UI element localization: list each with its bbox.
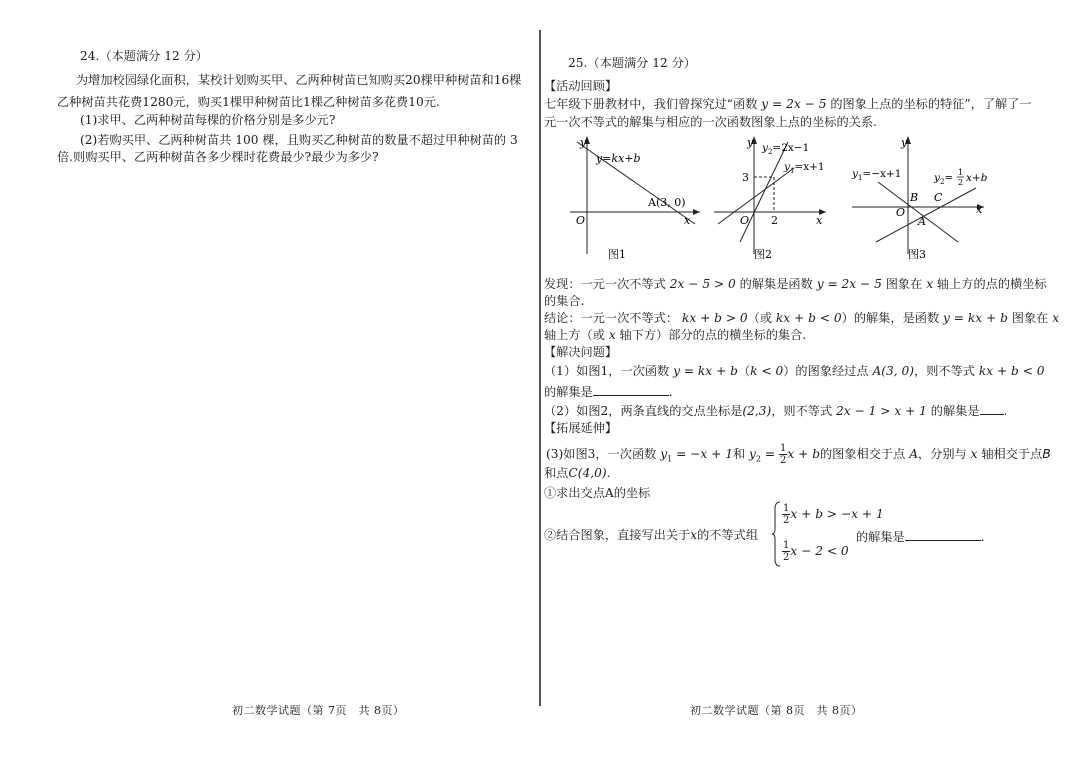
fig2-line-y1-label: $y_1=x+1$ <box>784 161 825 175</box>
q25-title: 25.（本题满分 12 分） <box>568 56 696 70</box>
system-answer-blank[interactable] <box>905 528 981 541</box>
fig3-line-y1-label: $y_1=-x+1$ <box>852 168 902 182</box>
fig1-origin-label: O <box>576 214 586 227</box>
fig2-line-y2 <box>740 142 788 242</box>
fig2-y-label: y <box>747 136 754 149</box>
system-ineq2: $\frac{1}{2}$ x − 2 < 0 <box>783 540 849 563</box>
fig3-line-y2-label: $y_2=$ <box>934 172 954 186</box>
subquestion2: ②结合图象，直接写出关于x的不等式组 <box>544 528 759 542</box>
review-line1: 七年级下册教材中，我们曾探究过“函数 y = 2x − 5 的图象上点的坐标的特征”，了解了一 <box>544 97 1032 111</box>
fig2-origin-label: O <box>740 214 750 227</box>
q24-intro-line2: 乙种树苗共花费1280元，购买1棵甲种树苗比1棵乙种树苗多花费10元. <box>57 95 440 109</box>
conclusion-line2: 轴上方（或 x 轴下方）部分的点的横坐标的集合. <box>544 328 807 342</box>
footer-right: 初二数学试题（第 8页 共 8页） <box>690 704 863 717</box>
problem3-line2: 和点C(4,0). <box>544 466 611 480</box>
review-line2: 元一次不等式的解集与相应的一次函数图象上点的坐标的关系. <box>544 115 877 129</box>
fig1-y-label: y <box>580 136 587 149</box>
q24-part2-line2: 倍.则购买甲、乙两种树苗各多少棵时花费最少?最少为多少? <box>57 150 379 164</box>
fig1-x-label: x <box>684 214 691 227</box>
subquestion2-answer: 的解集是 . <box>856 530 985 544</box>
page-divider <box>539 30 541 706</box>
fig2-ytick: 3 <box>742 171 749 184</box>
fig2-x-label: x <box>816 214 823 227</box>
footer-left: 初二数学试题（第 7页 共 8页） <box>232 704 405 717</box>
fig3-line-y2-eq: x+b <box>966 172 988 184</box>
q24-title: 24.（本题满分 12 分） <box>80 49 208 63</box>
problem1-line1: （1）如图1，一次函数 y = kx + b（k < 0）的图象经过点 A(3, 0)，则不等式 kx + b < 0 <box>544 364 1045 378</box>
fig3-x-label: x <box>976 203 983 216</box>
fig3-line-y2 <box>876 188 976 242</box>
fig3-origin-label: O <box>896 206 906 219</box>
finding-line2: 的集合. <box>544 294 585 308</box>
fig2-line-y1 <box>718 168 794 224</box>
fig3-point-B: B <box>910 191 919 204</box>
figure-2 <box>710 132 828 262</box>
review-heading: 【活动回顾】 <box>544 79 618 93</box>
extension-heading: 【拓展延伸】 <box>544 421 618 435</box>
p3-fraction: $\frac{1}{2}$ <box>779 443 787 466</box>
problem2: （2）如图2，两条直线的交点坐标是(2,3)，则不等式 2x − 1 > x + 1 的解集是 . <box>544 404 1008 418</box>
fig3-point-C: C <box>934 191 943 204</box>
subquestion1: ①求出交点A的坐标 <box>544 486 651 500</box>
system-brace <box>771 501 781 567</box>
fig2-xtick: 2 <box>771 214 778 227</box>
q24-intro-line1: 为增加校园绿化面积，某校计划购买甲、乙两种树苗已知购买20棵甲种树苗和16棵 <box>76 73 522 87</box>
problem3-line1: (3)如图3，一次函数 $y_1 = -x + 1$和 $y_2$ = $\frac{1}{2}$ x + b的图象相交于点 A，分别与 x 轴相交于点B <box>546 443 1051 466</box>
problem1-line2: 的解集是 . <box>544 385 673 399</box>
problem2-answer-blank[interactable] <box>980 402 1004 415</box>
fig1-line-label: y=kx+b <box>596 152 641 165</box>
system-ineq1: $\frac{1}{2}$ x + b > −x + 1 <box>783 503 884 526</box>
figure-1 <box>562 132 702 262</box>
figure-3 <box>848 132 988 262</box>
right-page <box>542 0 1080 769</box>
q24-part2-line1: (2)若购买甲、乙两种树苗共 100 棵，且购买乙种树苗的数量不超过甲种树苗的 3 <box>80 133 518 147</box>
fig2-line-y2-label: $y_2=2x-1$ <box>762 142 810 156</box>
conclusion-line1: 结论：一元一次不等式： kx + b > 0（或 kx + b < 0）的解集，是函数 y = kx + b 图象在 x <box>544 311 1060 325</box>
q24-part1: (1)求甲、乙两种树苗每棵的价格分别是多少元? <box>80 113 336 127</box>
left-page <box>0 0 538 769</box>
solve-heading: 【解决问题】 <box>544 345 618 359</box>
fig1-point-label: A(3, 0) <box>648 196 686 209</box>
fig3-y-label: y <box>901 136 908 149</box>
fig3-frac-num: 1 <box>958 168 964 177</box>
fig1-x-arrow <box>693 209 700 215</box>
problem1-answer-blank[interactable] <box>593 383 669 396</box>
fig1-caption: 图1 <box>608 248 626 261</box>
fig3-point-A: A <box>918 215 926 228</box>
fig3-frac-den: 2 <box>958 178 964 187</box>
fig3-caption: 图3 <box>908 248 926 261</box>
finding-line1: 发现：一元一次不等式 2x − 5 > 0 的解集是函数 y = 2x − 5 图象在 x 轴上方的点的横坐标 <box>544 277 1047 291</box>
fig2-caption: 图2 <box>754 248 772 261</box>
